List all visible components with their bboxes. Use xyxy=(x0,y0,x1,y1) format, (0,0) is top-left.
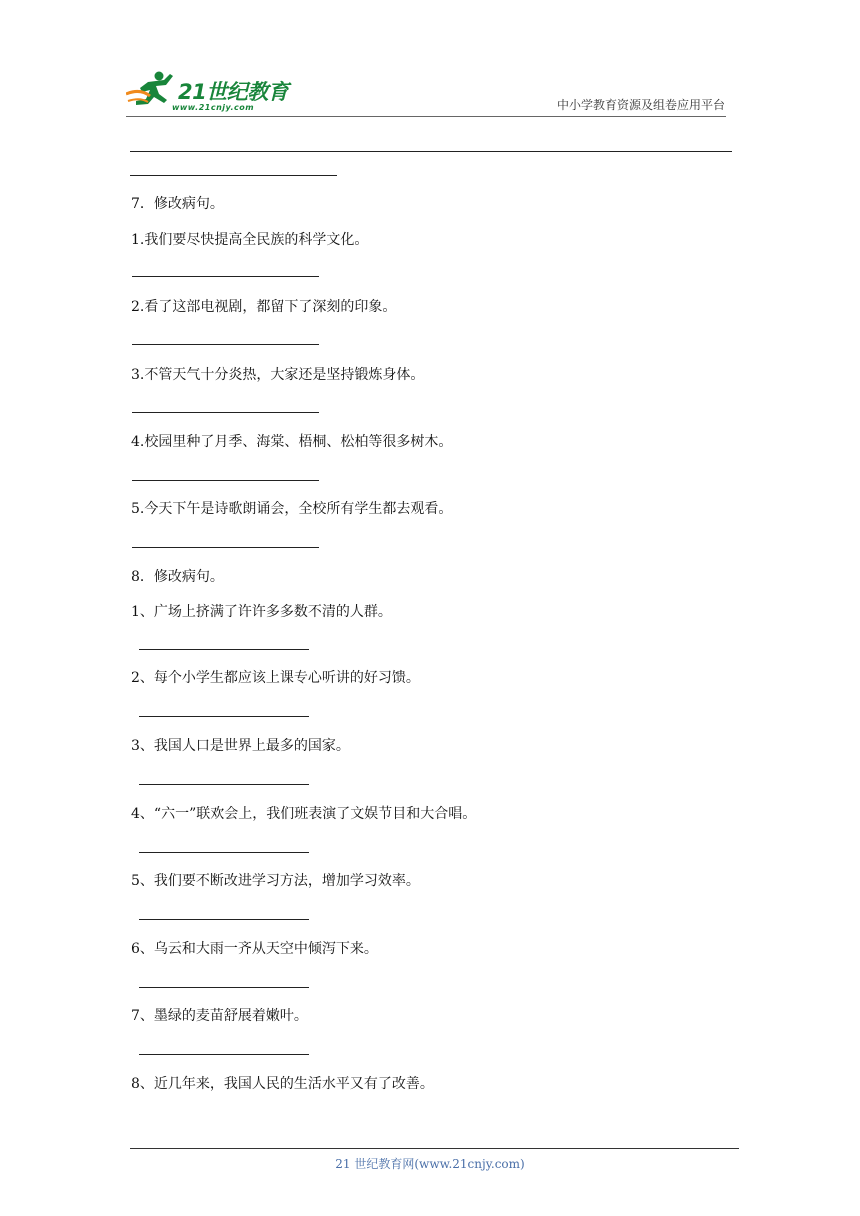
q7-answer-line-3[interactable] xyxy=(132,412,319,413)
q8-answer-line-7[interactable] xyxy=(139,1054,309,1055)
q7-answer-line-5[interactable] xyxy=(132,547,319,548)
logo-wordmark: 21世纪教育 xyxy=(178,80,289,104)
footer-divider xyxy=(130,1148,739,1149)
header-platform-label: 中小学教育资源及组卷应用平台 xyxy=(556,98,725,112)
q7-answer-line-2[interactable] xyxy=(132,344,319,345)
q7-item-5: 5.今天下午是诗歌朗诵会，全校所有学生都去观看。 xyxy=(131,501,453,517)
q8-item-4: 4、“六一”联欢会上，我们班表演了文娱节目和大合唱。 xyxy=(131,806,477,822)
question-8-title: 8．修改病句。 xyxy=(131,569,224,585)
q7-item-2: 2.看了这部电视剧，都留下了深刻的印象。 xyxy=(131,299,397,315)
q8-answer-line-3[interactable] xyxy=(139,784,309,785)
q8-item-7: 7、墨绿的麦苗舒展着嫩叶。 xyxy=(131,1008,308,1024)
q7-item-4: 4.校园里种了月季、海棠、梧桐、松柏等很多树木。 xyxy=(131,434,453,450)
q8-answer-line-4[interactable] xyxy=(139,852,309,853)
q7-answer-line-4[interactable] xyxy=(132,480,319,481)
header-divider xyxy=(126,116,726,117)
q8-item-3: 3、我国人口是世界上最多的国家。 xyxy=(131,738,350,754)
q7-item-1: 1.我们要尽快提高全民族的科学文化。 xyxy=(131,232,369,248)
q7-item-3: 3.不管天气十分炎热，大家还是坚持锻炼身体。 xyxy=(131,367,425,383)
q8-answer-line-5[interactable] xyxy=(139,919,309,920)
footer-link[interactable]: 21 世纪教育网(www.21cnjy.com) xyxy=(335,1157,525,1171)
question-7-title: 7．修改病句。 xyxy=(131,196,224,212)
answer-line xyxy=(130,151,732,152)
q8-item-1: 1、广场上挤满了许许多多数不清的人群。 xyxy=(131,604,392,620)
q8-item-5: 5、我们要不断改进学习方法，增加学习效率。 xyxy=(131,873,420,889)
q8-answer-line-6[interactable] xyxy=(139,987,309,988)
answer-line xyxy=(130,175,337,176)
q8-answer-line-1[interactable] xyxy=(139,649,309,650)
q8-item-2: 2、每个小学生都应该上课专心听讲的好习馈。 xyxy=(131,670,420,686)
site-logo[interactable] xyxy=(126,70,291,116)
q8-item-8: 8、近几年来，我国人民的生活水平又有了改善。 xyxy=(131,1076,434,1092)
q7-answer-line-1[interactable] xyxy=(132,276,319,277)
q8-item-6: 6、乌云和大雨一齐从天空中倾泻下来。 xyxy=(131,941,378,957)
runner-logo-icon xyxy=(126,70,176,112)
q8-answer-line-2[interactable] xyxy=(139,716,309,717)
logo-url: www.21cnjy.com xyxy=(172,103,255,112)
